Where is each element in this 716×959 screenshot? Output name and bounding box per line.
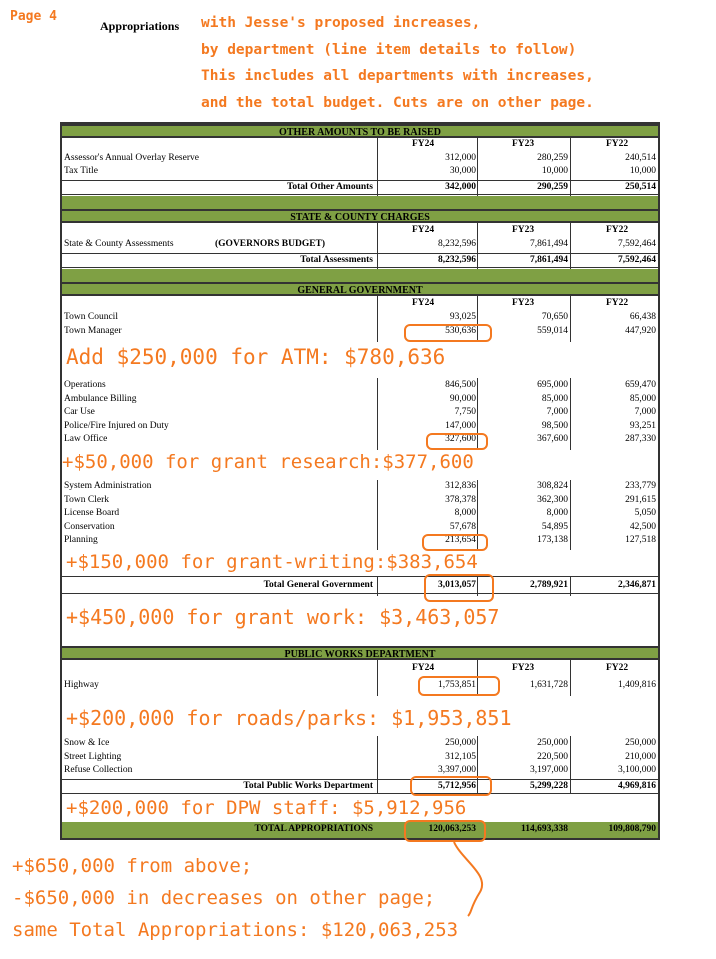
cell-fy24: 8,232,596 <box>438 255 476 265</box>
cell-fy24: 1,753,851 <box>438 680 476 690</box>
cell-fy24: 3,013,057 <box>438 580 476 590</box>
annotation-roads: +$200,000 for roads/parks: $1,953,851 <box>66 706 512 730</box>
cell-fy23: 8,000 <box>546 508 568 519</box>
cell-fy24: 312,000 <box>445 153 476 163</box>
row-label: Refuse Collection <box>64 765 133 776</box>
row-label: Total Other Amounts <box>286 182 373 192</box>
cell-fy24: 378,378 <box>445 494 476 505</box>
page-label: Page 4 <box>10 9 57 24</box>
cell-fy24: 90,000 <box>449 393 476 404</box>
cell-fy22: 233,779 <box>625 481 656 491</box>
cell-fy24: 312,105 <box>445 751 476 762</box>
cell-fy23: 220,500 <box>537 751 568 762</box>
cell-fy24: 120,063,253 <box>428 824 476 834</box>
row-label: Police/Fire Injured on Duty <box>64 420 169 431</box>
row-label: Total Public Works Department <box>243 781 373 791</box>
cell-fy24: 342,000 <box>445 182 476 192</box>
cell-fy24: 312,836 <box>445 481 476 491</box>
cell-fy22: 250,514 <box>625 182 656 192</box>
cell-fy24: 7,750 <box>454 407 476 418</box>
section-title: GENERAL GOVERNMENT <box>62 282 658 296</box>
annotation-atm: Add $250,000 for ATM: $780,636 <box>66 345 446 369</box>
cell-fy22: 85,000 <box>629 393 656 404</box>
column-header: FY23 <box>512 663 535 673</box>
cell-fy23: 3,197,000 <box>530 765 568 776</box>
cell-fy22: 7,000 <box>634 407 656 418</box>
footer-line: +$650,000 from above; <box>12 855 253 877</box>
cell-fy22: 3,100,000 <box>618 765 656 776</box>
annotation-grant-research: +$50,000 for grant research:$377,600 <box>62 451 474 473</box>
cell-fy23: 85,000 <box>541 393 568 404</box>
cell-fy23: 362,300 <box>537 494 568 505</box>
cell-fy23: 280,259 <box>537 153 568 163</box>
column-header: FY24 <box>412 298 435 308</box>
row-label: Tax Title <box>64 166 98 176</box>
column-header: FY22 <box>606 663 629 673</box>
cell-fy24: 250,000 <box>445 738 476 748</box>
row-label: License Board <box>64 508 120 519</box>
cell-fy22: 10,000 <box>629 166 656 176</box>
cell-fy22: 66,438 <box>629 312 656 322</box>
cell-fy24: 8,232,596 <box>438 239 476 249</box>
cell-fy24: 213,654 <box>445 535 476 546</box>
cell-fy22: 127,518 <box>625 535 656 546</box>
annotation-dpw-staff: +$200,000 for DPW staff: $5,912,956 <box>66 797 467 819</box>
cell-fy22: 5,050 <box>634 508 656 519</box>
cell-fy23: 54,895 <box>541 521 568 532</box>
row-label: System Administration <box>64 481 152 491</box>
cell-fy24: 327,600 <box>445 434 476 445</box>
column-header: FY22 <box>606 298 629 308</box>
column-header: FY22 <box>606 225 629 235</box>
cell-fy22: 240,514 <box>625 153 656 163</box>
row-label: Total Assessments <box>300 255 373 265</box>
row-label: Town Clerk <box>64 494 109 505</box>
cell-fy23: 173,138 <box>537 535 568 546</box>
cell-fy22: 210,000 <box>625 751 656 762</box>
cell-fy23: 250,000 <box>537 738 568 748</box>
cell-fy23: 7,861,494 <box>530 239 568 249</box>
row-label: Conservation <box>64 521 115 532</box>
cell-fy23: 308,824 <box>537 481 568 491</box>
column-header: FY22 <box>606 139 629 149</box>
cell-fy23: 367,600 <box>537 434 568 445</box>
cell-fy24: 57,678 <box>449 521 476 532</box>
cell-fy23: 290,259 <box>537 182 568 192</box>
note-line: with Jesse's proposed increases, <box>201 15 481 31</box>
note-line: and the total budget. Cuts are on other page. <box>201 94 594 111</box>
row-label: Assessor's Annual Overlay Reserve <box>64 153 199 163</box>
cell-fy24: 846,500 <box>445 380 476 390</box>
cell-fy22: 109,808,790 <box>608 824 656 834</box>
cell-fy22: 291,615 <box>625 494 656 505</box>
row-label: Car Use <box>64 407 95 418</box>
row-label: Highway <box>64 680 99 690</box>
cell-fy22: 659,470 <box>625 380 656 390</box>
section-title: STATE & COUNTY CHARGES <box>62 209 658 223</box>
cell-fy22: 7,592,464 <box>618 239 656 249</box>
cell-fy24: 30,000 <box>449 166 476 176</box>
row-label: Town Manager <box>64 326 122 336</box>
cell-fy22: 4,969,816 <box>618 781 656 791</box>
section-title: PUBLIC WORKS DEPARTMENT <box>62 646 658 660</box>
row-label: TOTAL APPROPRIATIONS <box>254 824 373 834</box>
row-label: Snow & Ice <box>64 738 110 748</box>
section-title: OTHER AMOUNTS TO BE RAISED <box>62 124 658 138</box>
row-note: (GOVERNORS BUDGET) <box>215 239 326 249</box>
column-header: FY24 <box>412 663 435 673</box>
cell-fy22: 250,000 <box>625 738 656 748</box>
cell-fy24: 5,712,956 <box>438 781 476 791</box>
cell-fy23: 70,650 <box>541 312 568 322</box>
cell-fy23: 559,014 <box>537 326 568 336</box>
cell-fy23: 7,000 <box>546 407 568 418</box>
cell-fy23: 695,000 <box>537 380 568 390</box>
cell-fy23: 1,631,728 <box>530 680 568 690</box>
row-label: Law Office <box>64 434 108 445</box>
row-label: Total General Government <box>263 580 373 590</box>
note-line: by department (line item details to follow) <box>201 41 577 58</box>
row-label: Ambulance Billing <box>64 393 137 404</box>
cell-fy24: 3,397,000 <box>438 765 476 776</box>
cell-fy24: 8,000 <box>454 508 476 519</box>
cell-fy22: 287,330 <box>625 434 656 445</box>
page-title: Appropriations <box>100 19 180 33</box>
column-header: FY23 <box>512 139 535 149</box>
cell-fy23: 114,693,338 <box>521 824 568 834</box>
cell-fy23: 5,299,228 <box>530 781 568 791</box>
row-label: State & County Assessments <box>64 239 174 249</box>
column-header: FY24 <box>412 225 435 235</box>
cell-fy24: 93,025 <box>449 312 476 322</box>
column-header: FY23 <box>512 225 535 235</box>
cell-fy22: 447,920 <box>625 326 656 336</box>
cell-fy22: 93,251 <box>629 420 656 431</box>
cell-fy23: 10,000 <box>541 166 568 176</box>
row-label: Operations <box>64 380 106 390</box>
cell-fy22: 2,346,871 <box>618 580 656 590</box>
annotation-grant-writing: +$150,000 for grant-writing:$383,654 <box>66 551 478 573</box>
footer-line: same Total Appropriations: $120,063,253 <box>12 919 459 941</box>
row-label: Planning <box>64 535 98 546</box>
row-label: Town Council <box>64 312 118 322</box>
cell-fy24: 530,636 <box>445 326 476 336</box>
cell-fy23: 2,789,921 <box>530 580 568 590</box>
footer-line: -$650,000 in decreases on other page; <box>12 887 436 909</box>
cell-fy23: 7,861,494 <box>530 255 568 265</box>
column-header: FY23 <box>512 298 535 308</box>
annotation-grant-work: +$450,000 for grant work: $3,463,057 <box>66 605 500 629</box>
note-line: This includes all departments with increases, <box>201 68 594 84</box>
column-header: FY24 <box>412 139 435 149</box>
cell-fy22: 42,500 <box>629 521 656 532</box>
cell-fy24: 147,000 <box>445 420 476 431</box>
cell-fy22: 7,592,464 <box>618 255 656 265</box>
cell-fy23: 98,500 <box>541 420 568 431</box>
row-label: Street Lighting <box>64 751 122 762</box>
cell-fy22: 1,409,816 <box>618 680 656 690</box>
